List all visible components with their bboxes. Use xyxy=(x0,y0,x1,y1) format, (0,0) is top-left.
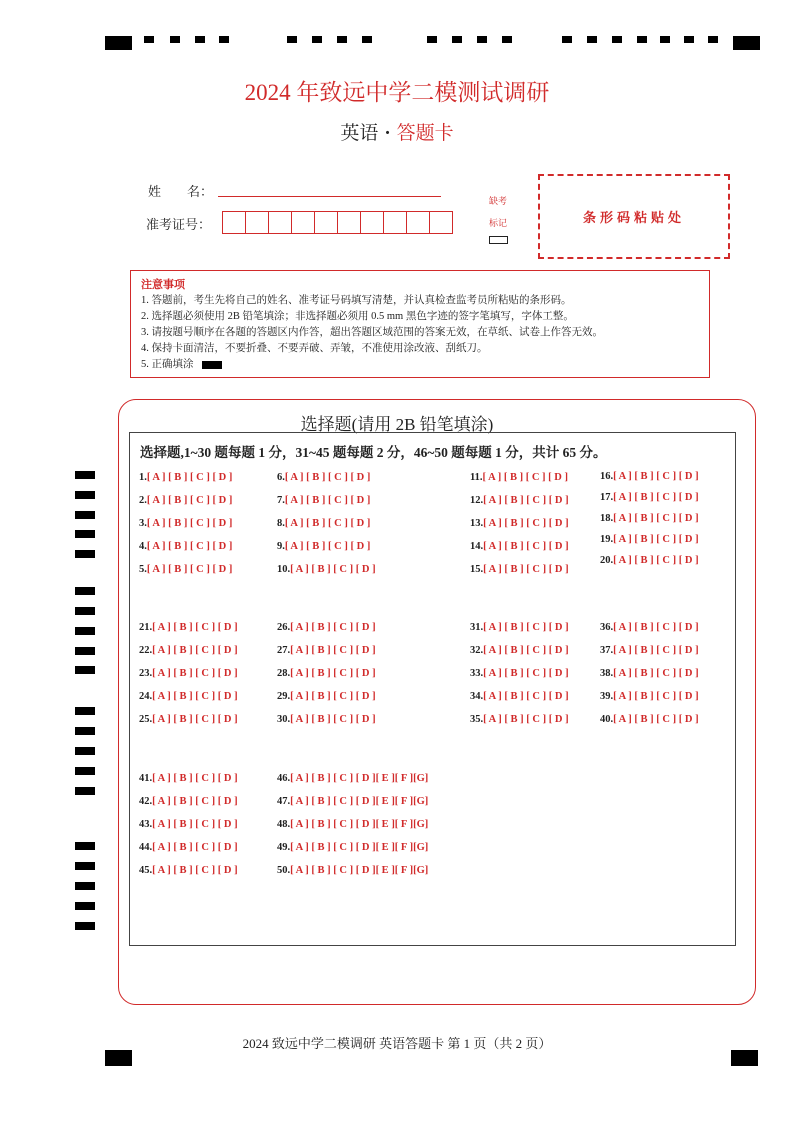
question-number: 46. xyxy=(277,773,291,784)
question-number: 38. xyxy=(600,668,614,679)
exam-id-grid[interactable] xyxy=(222,211,453,234)
answer-options[interactable]: [ A ] [ B ] [ C ] [ D ] xyxy=(146,472,233,483)
question-row xyxy=(470,645,569,656)
notice-item: 4. 保持卡面清洁，不要折叠、不要弄破、弄皱，不准使用涂改液、刮纸刀。 xyxy=(141,343,488,354)
answer-options[interactable]: [ A ] [ B ] [ C ] [ D ] xyxy=(284,472,371,483)
side-timing-mark xyxy=(75,902,95,910)
answer-options[interactable]: [ A ] [ B ] [ C ] [ D ] xyxy=(613,691,699,702)
question-number: 33. xyxy=(470,668,484,679)
question-number: 6. xyxy=(277,472,285,483)
timing-mark xyxy=(287,36,297,43)
timing-mark xyxy=(660,36,670,43)
notice-item-fill xyxy=(141,357,699,373)
notice-box xyxy=(130,270,710,378)
question-row xyxy=(600,691,699,702)
separator-dot: · xyxy=(384,123,391,144)
notice-item: 5. 正确填涂 xyxy=(141,359,194,370)
answer-options[interactable]: [ A ] [ B ] [ C ] [ D ] xyxy=(290,645,376,656)
timing-mark xyxy=(452,36,462,43)
question-number: 32. xyxy=(470,645,484,656)
question-row xyxy=(139,842,238,853)
question-row xyxy=(139,773,238,784)
answer-options[interactable]: [ A ] [ B ] [ C ] [ D ] xyxy=(152,622,238,633)
question-row xyxy=(600,645,699,656)
question-row xyxy=(470,564,569,575)
side-timing-mark xyxy=(75,627,95,635)
side-timing-mark xyxy=(75,727,95,735)
timing-mark xyxy=(637,36,647,43)
question-row xyxy=(139,622,238,633)
side-timing-mark xyxy=(75,842,95,850)
question-number: 21. xyxy=(139,622,153,633)
answer-options[interactable]: [ A ] [ B ] [ C ] [ D ] xyxy=(284,541,371,552)
absent-label-2: 标记 xyxy=(489,218,508,228)
side-timing-mark xyxy=(75,491,95,499)
question-row xyxy=(600,555,699,566)
question-row xyxy=(277,773,428,784)
question-number: 19. xyxy=(600,534,614,545)
question-number: 11. xyxy=(470,472,483,483)
side-timing-mark xyxy=(75,607,95,615)
exam-id-cell[interactable] xyxy=(338,212,361,233)
question-row xyxy=(470,622,569,633)
question-row xyxy=(139,472,232,483)
question-row xyxy=(470,668,569,679)
question-number: 39. xyxy=(600,691,614,702)
question-row xyxy=(139,564,232,575)
answer-options[interactable]: [ A ] [ B ] [ C ] [ D ] xyxy=(152,842,238,853)
question-number: 29. xyxy=(277,691,291,702)
side-timing-mark xyxy=(75,511,95,519)
question-row xyxy=(277,495,370,506)
answer-options[interactable]: [ A ] [ B ] [ C ] [ D ] xyxy=(146,541,233,552)
notice-item: 2. 选择题必须使用 2B 铅笔填涂；非选择题必须用 0.5 mm 黑色字迹的签字笔填写，字体工整。 xyxy=(141,311,574,322)
answer-options[interactable]: [ A ] [ B ] [ C ] [ D ][ E ][ F ][G] xyxy=(290,865,429,876)
side-timing-mark xyxy=(75,707,95,715)
question-number: 14. xyxy=(470,541,484,552)
section-instruction: 选择题,1~30 题每题 1 分，31~45 题每题 2 分，46~50 题每题 1 分，共计 65 分。 xyxy=(140,445,607,460)
answer-options[interactable]: [ A ] [ B ] [ C ] [ D ] xyxy=(613,668,699,679)
answer-options[interactable]: [ A ] [ B ] [ C ] [ D ] xyxy=(613,471,699,482)
question-row xyxy=(277,819,428,830)
question-number: 37. xyxy=(600,645,614,656)
answer-options[interactable]: [ A ] [ B ] [ C ] [ D ] xyxy=(483,714,569,725)
answer-options[interactable]: [ A ] [ B ] [ C ] [ D ] xyxy=(613,492,699,503)
side-timing-mark xyxy=(75,862,95,870)
question-row xyxy=(277,668,376,679)
exam-title: 2024 年致远中学二模测试调研 xyxy=(244,80,550,105)
exam-id-cell[interactable] xyxy=(361,212,384,233)
timing-mark xyxy=(170,36,180,43)
timing-mark xyxy=(502,36,512,43)
barcode-area: 条形码粘贴处 xyxy=(538,174,730,259)
question-number: 20. xyxy=(600,555,614,566)
exam-id-cell[interactable] xyxy=(407,212,430,233)
answer-options[interactable]: [ A ] [ B ] [ C ] [ D ] xyxy=(152,865,238,876)
side-timing-mark xyxy=(75,767,95,775)
answer-options[interactable]: [ A ] [ B ] [ C ] [ D ][ E ][ F ][G] xyxy=(290,842,429,853)
question-row xyxy=(277,865,428,876)
answer-options[interactable]: [ A ] [ B ] [ C ] [ D ] xyxy=(152,714,238,725)
answer-options[interactable]: [ A ] [ B ] [ C ] [ D ] xyxy=(483,622,569,633)
side-timing-mark xyxy=(75,747,95,755)
question-number: 50. xyxy=(277,865,291,876)
answer-options[interactable]: [ A ] [ B ] [ C ] [ D ] xyxy=(146,564,233,575)
question-row xyxy=(600,622,699,633)
question-row xyxy=(470,495,569,506)
side-timing-mark xyxy=(75,666,95,674)
answer-options[interactable]: [ A ] [ B ] [ C ] [ D ] xyxy=(290,622,376,633)
question-number: 8. xyxy=(277,518,285,529)
question-number: 40. xyxy=(600,714,614,725)
question-row xyxy=(277,842,428,853)
question-number: 5. xyxy=(139,564,147,575)
question-number: 13. xyxy=(470,518,484,529)
exam-id-cell[interactable] xyxy=(430,212,452,233)
answer-options[interactable]: [ A ] [ B ] [ C ] [ D ] xyxy=(613,534,699,545)
question-row xyxy=(277,645,376,656)
question-number: 12. xyxy=(470,495,484,506)
side-timing-mark xyxy=(75,471,95,479)
side-timing-mark xyxy=(75,787,95,795)
absent-mark-box[interactable] xyxy=(489,236,508,244)
side-timing-mark xyxy=(75,530,95,538)
answer-options[interactable]: [ A ] [ B ] [ C ] [ D ] xyxy=(483,691,569,702)
question-number: 7. xyxy=(277,495,285,506)
question-row xyxy=(139,714,238,725)
question-row xyxy=(139,645,238,656)
question-row xyxy=(470,714,569,725)
question-number: 44. xyxy=(139,842,153,853)
question-number: 42. xyxy=(139,796,153,807)
answer-options[interactable]: [ A ] [ B ] [ C ] [ D ] xyxy=(483,541,569,552)
side-timing-mark xyxy=(75,587,95,595)
answer-options[interactable]: [ A ] [ B ] [ C ] [ D ] xyxy=(483,495,569,506)
name-input-line[interactable] xyxy=(218,196,441,197)
exam-id-cell[interactable] xyxy=(292,212,315,233)
question-row xyxy=(600,668,699,679)
question-row xyxy=(139,796,238,807)
page-footer: 2024 致远中学二模调研 英语答题卡 第 1 页（共 2 页） xyxy=(242,1036,552,1051)
exam-id-cell[interactable] xyxy=(246,212,269,233)
question-number: 22. xyxy=(139,645,153,656)
name-label: 姓 名： xyxy=(148,184,214,199)
question-number: 2. xyxy=(139,495,147,506)
timing-mark xyxy=(684,36,694,43)
timing-mark xyxy=(195,36,205,43)
question-row xyxy=(600,714,699,725)
question-number: 45. xyxy=(139,865,153,876)
question-row xyxy=(600,513,699,524)
timing-mark xyxy=(219,36,229,43)
timing-mark xyxy=(144,36,154,43)
question-row xyxy=(277,518,370,529)
question-number: 36. xyxy=(600,622,614,633)
question-row xyxy=(470,541,569,552)
question-number: 23. xyxy=(139,668,153,679)
side-timing-mark xyxy=(75,882,95,890)
answer-options[interactable]: [ A ] [ B ] [ C ] [ D ] xyxy=(152,796,238,807)
question-number: 25. xyxy=(139,714,153,725)
question-row xyxy=(277,714,376,725)
question-number: 48. xyxy=(277,819,291,830)
subject-label: 英语 xyxy=(340,123,379,144)
question-number: 41. xyxy=(139,773,153,784)
corner-mark xyxy=(731,1050,758,1066)
timing-mark xyxy=(427,36,437,43)
side-timing-mark xyxy=(75,922,95,930)
question-number: 49. xyxy=(277,842,291,853)
question-number: 18. xyxy=(600,513,614,524)
question-row xyxy=(470,472,568,483)
exam-id-label: 准考证号： xyxy=(146,217,212,232)
answer-options[interactable]: [ A ] [ B ] [ C ] [ D ] xyxy=(290,714,376,725)
exam-id-cell[interactable] xyxy=(269,212,292,233)
question-row xyxy=(600,534,699,545)
answer-options[interactable]: [ A ] [ B ] [ C ] [ D ] xyxy=(284,495,371,506)
question-row xyxy=(470,691,569,702)
exam-id-cell[interactable] xyxy=(315,212,338,233)
answer-options[interactable]: [ A ] [ B ] [ C ] [ D ] xyxy=(290,691,376,702)
answer-options[interactable]: [ A ] [ B ] [ C ] [ D ] xyxy=(613,622,699,633)
absent-label-1: 缺考 xyxy=(489,196,508,206)
answer-options[interactable]: [ A ] [ B ] [ C ] [ D ] xyxy=(483,564,569,575)
timing-mark xyxy=(337,36,347,43)
answer-options[interactable]: [ A ] [ B ] [ C ] [ D ] xyxy=(290,564,376,575)
notice-item: 3. 请按题号顺序在各题的答题区内作答，超出答题区域范围的答案无效，在草纸、试卷上作答无效。 xyxy=(141,327,603,338)
question-row xyxy=(277,691,376,702)
answer-options[interactable]: [ A ] [ B ] [ C ] [ D ] xyxy=(613,714,699,725)
timing-mark xyxy=(477,36,487,43)
question-number: 9. xyxy=(277,541,285,552)
timing-mark xyxy=(587,36,597,43)
question-number: 43. xyxy=(139,819,153,830)
answer-options[interactable]: [ A ] [ B ] [ C ] [ D ] xyxy=(483,518,569,529)
question-number: 28. xyxy=(277,668,291,679)
question-row xyxy=(139,691,238,702)
card-label: 答题卡 xyxy=(396,123,454,144)
timing-mark xyxy=(362,36,372,43)
question-number: 35. xyxy=(470,714,484,725)
answer-options[interactable]: [ A ] [ B ] [ C ] [ D ] xyxy=(483,668,569,679)
question-row xyxy=(139,668,238,679)
notice-title: 注意事项 xyxy=(141,279,185,291)
question-row xyxy=(470,518,569,529)
answer-options[interactable]: [ A ] [ B ] [ C ] [ D ] xyxy=(483,645,569,656)
question-row xyxy=(600,492,699,503)
question-row xyxy=(277,564,376,575)
answer-options[interactable]: [ A ] [ B ] [ C ] [ D ] xyxy=(613,555,699,566)
question-row xyxy=(139,518,232,529)
answer-options[interactable]: [ A ] [ B ] [ C ] [ D ] xyxy=(284,518,371,529)
question-number: 4. xyxy=(139,541,147,552)
exam-id-cell[interactable] xyxy=(384,212,407,233)
answer-options[interactable]: [ A ] [ B ] [ C ] [ D ] xyxy=(290,668,376,679)
question-row xyxy=(600,471,699,482)
correct-fill-sample xyxy=(202,361,222,369)
question-number: 10. xyxy=(277,564,291,575)
answer-options[interactable]: [ A ] [ B ] [ C ] [ D ][ E ][ F ][G] xyxy=(290,796,429,807)
question-row xyxy=(139,541,232,552)
question-number: 34. xyxy=(470,691,484,702)
question-number: 1. xyxy=(139,472,147,483)
answer-options[interactable]: [ A ] [ B ] [ C ] [ D ] xyxy=(613,513,699,524)
question-row xyxy=(277,622,376,633)
question-number: 47. xyxy=(277,796,291,807)
question-number: 27. xyxy=(277,645,291,656)
answer-options[interactable]: [ A ] [ B ] [ C ] [ D ] xyxy=(146,518,233,529)
timing-mark xyxy=(708,36,718,43)
question-number: 31. xyxy=(470,622,484,633)
corner-mark xyxy=(105,1050,132,1066)
answer-options[interactable]: [ A ] [ B ] [ C ] [ D ] xyxy=(482,472,568,483)
question-row xyxy=(139,819,238,830)
section-title: 选择题(请用 2B 铅笔填涂) xyxy=(300,415,494,434)
question-row xyxy=(277,472,370,483)
answer-options[interactable]: [ A ] [ B ] [ C ] [ D ] xyxy=(152,819,238,830)
question-number: 16. xyxy=(600,471,614,482)
timing-mark xyxy=(105,36,132,50)
answer-options[interactable]: [ A ] [ B ] [ C ] [ D ][ E ][ F ][G] xyxy=(290,773,429,784)
question-number: 24. xyxy=(139,691,153,702)
answer-options[interactable]: [ A ] [ B ] [ C ] [ D ] xyxy=(613,645,699,656)
question-number: 26. xyxy=(277,622,291,633)
answer-options[interactable]: [ A ] [ B ] [ C ] [ D ] xyxy=(152,668,238,679)
question-row xyxy=(277,541,370,552)
side-timing-mark xyxy=(75,647,95,655)
answer-options[interactable]: [ A ] [ B ] [ C ] [ D ] xyxy=(152,773,238,784)
question-number: 30. xyxy=(277,714,291,725)
question-row xyxy=(139,865,238,876)
answer-options[interactable]: [ A ] [ B ] [ C ] [ D ] xyxy=(146,495,233,506)
exam-id-cell[interactable] xyxy=(223,212,246,233)
side-timing-mark xyxy=(75,550,95,558)
question-number: 3. xyxy=(139,518,147,529)
answer-options[interactable]: [ A ] [ B ] [ C ] [ D ] xyxy=(152,691,238,702)
answer-options[interactable]: [ A ] [ B ] [ C ] [ D ] xyxy=(152,645,238,656)
question-number: 17. xyxy=(600,492,614,503)
timing-mark xyxy=(612,36,622,43)
subject-header xyxy=(0,118,794,145)
timing-mark xyxy=(312,36,322,43)
notice-item: 1. 答题前，考生先将自己的姓名、准考证号码填写清楚，并认真检查监考员所粘贴的条形码。 xyxy=(141,295,572,306)
question-row xyxy=(139,495,232,506)
question-number: 15. xyxy=(470,564,484,575)
timing-mark xyxy=(733,36,760,50)
question-row xyxy=(277,796,428,807)
timing-mark xyxy=(562,36,572,43)
answer-options[interactable]: [ A ] [ B ] [ C ] [ D ][ E ][ F ][G] xyxy=(290,819,429,830)
